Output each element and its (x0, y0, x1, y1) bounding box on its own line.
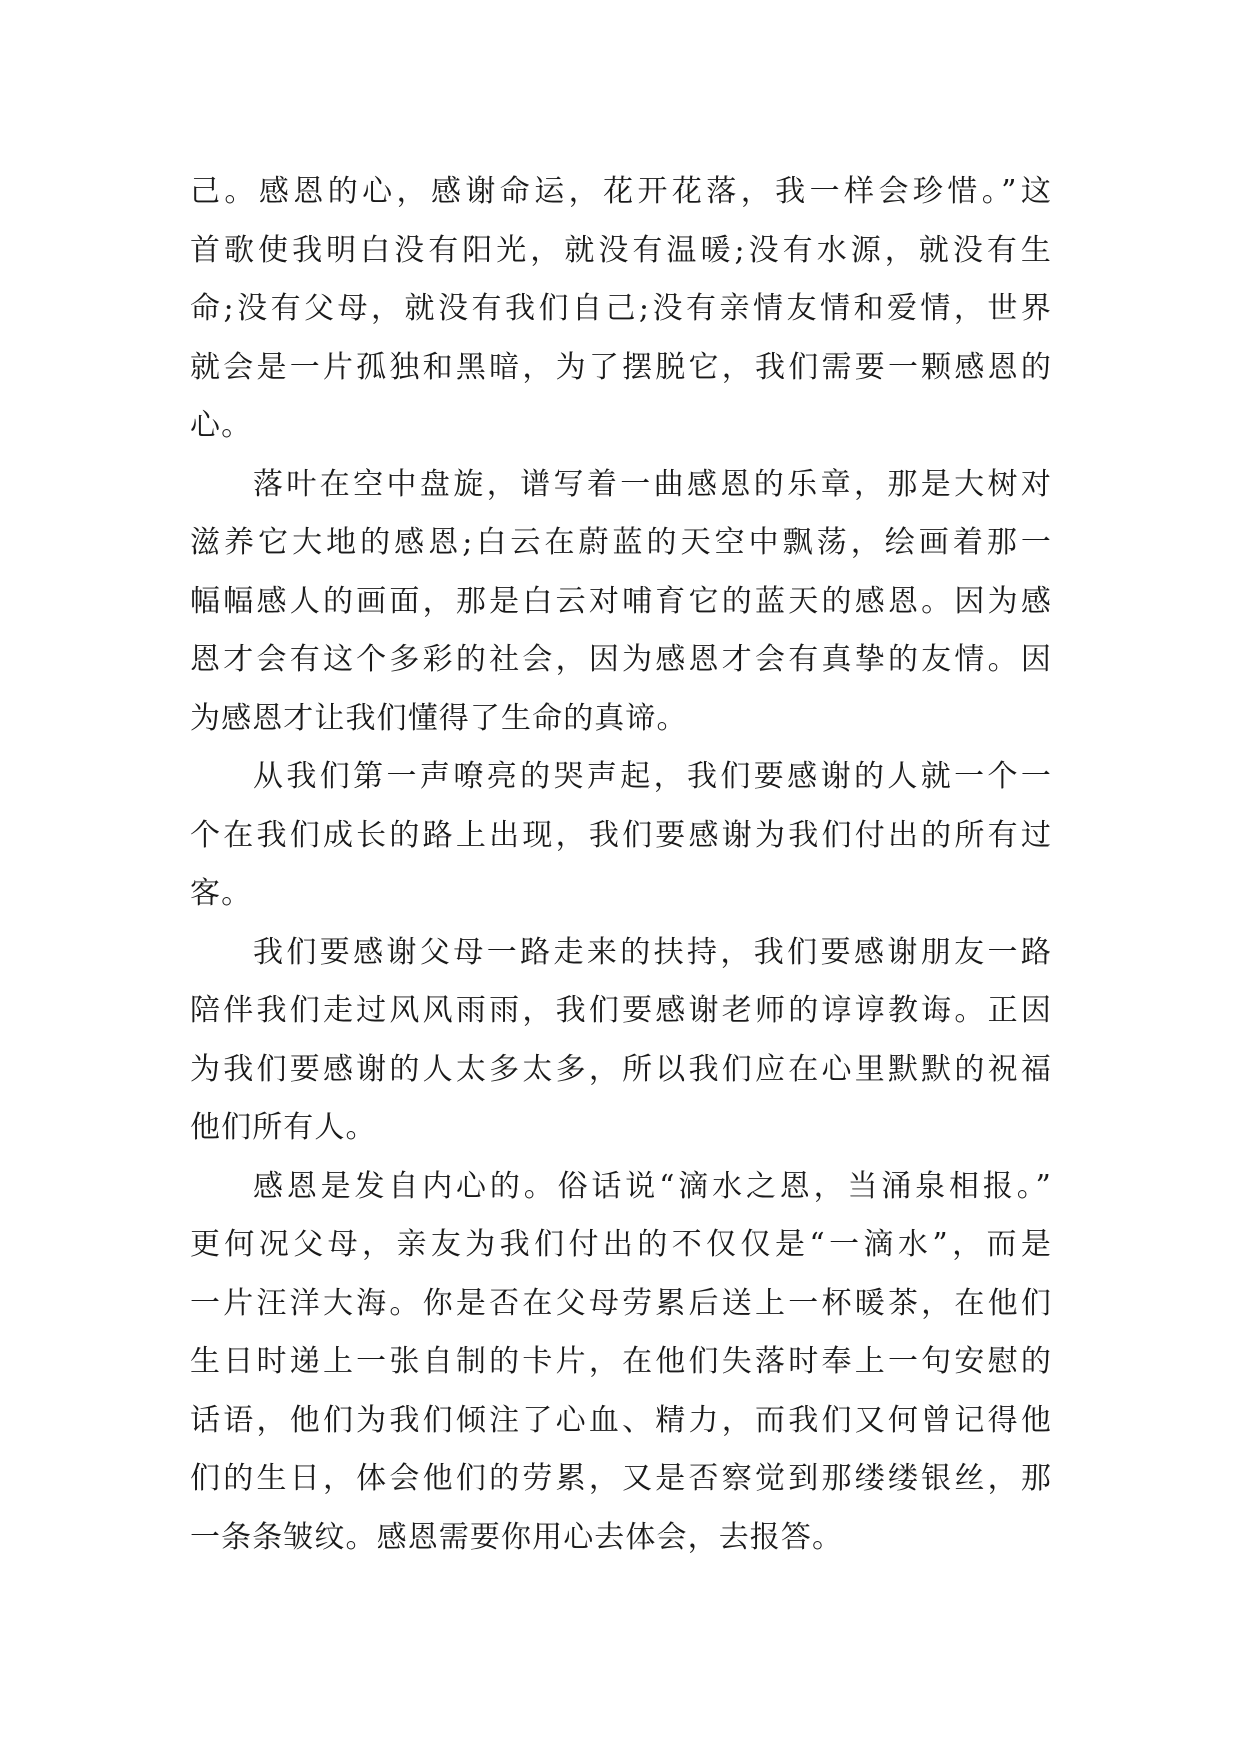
document-text-body (190, 163, 1052, 1567)
text-line: 幅幅感人的画面，那是白云对哺育它的蓝天的感恩。因为感 (190, 583, 1052, 619)
text-line: 一片汪洋大海。你是否在父母劳累后送上一杯暖茶，在他们 (190, 1285, 1052, 1321)
text-line: 落叶在空中盘旋，谱写着一曲感恩的乐章，那是大树对 (253, 466, 1052, 502)
text-line: 己。感恩的心，感谢命运，花开花落，我一样会珍惜。”这 (190, 174, 1052, 209)
text-line: 命;没有父母，就没有我们自己;没有亲情友情和爱情，世界 (190, 291, 1052, 326)
text-line: 为感恩才让我们懂得了生命的真谛。 (190, 700, 688, 736)
text-line: 他们所有人。 (190, 1110, 377, 1145)
text-line: 我们要感谢父母一路走来的扶持，我们要感谢朋友一路 (253, 934, 1052, 970)
text-line: 个在我们成长的路上出现，我们要感谢为我们付出的所有过 (190, 817, 1052, 853)
text-line: 就会是一片孤独和黑暗，为了摆脱它，我们需要一颗感恩的 (190, 349, 1052, 385)
text-line: 滋养它大地的感恩;白云在蔚蓝的天空中飘荡，绘画着那一 (190, 525, 1052, 560)
text-line: 首歌使我明白没有阳光，就没有温暖;没有水源，就没有生 (190, 232, 1052, 268)
text-line: 话语，他们为我们倾注了心血、精力，而我们又何曾记得他 (190, 1402, 1052, 1438)
text-line: 从我们第一声嘹亮的哭声起，我们要感谢的人就一个一 (253, 759, 1052, 794)
text-line: 恩才会有这个多彩的社会，因为感恩才会有真挚的友情。因 (190, 642, 1052, 677)
text-line: 一条条皱纹。感恩需要你用心去体会，去报答。 (190, 1519, 844, 1555)
text-line: 陪伴我们走过风风雨雨，我们要感谢老师的谆谆教诲。正因 (190, 993, 1052, 1028)
text-line: 客。 (190, 876, 253, 911)
text-line: 们的生日，体会他们的劳累，又是否察觉到那缕缕银丝，那 (190, 1461, 1052, 1496)
text-line: 心。 (190, 408, 253, 443)
text-line: 感恩是发自内心的。俗话说“滴水之恩，当涌泉相报。” (253, 1168, 1052, 1204)
text-line: 生日时递上一张自制的卡片，在他们失落时奉上一句安慰的 (190, 1344, 1052, 1379)
text-line: 更何况父母，亲友为我们付出的不仅仅是“一滴水”，而是 (190, 1227, 1052, 1262)
text-line: 为我们要感谢的人太多太多，所以我们应在心里默默的祝福 (190, 1051, 1052, 1087)
